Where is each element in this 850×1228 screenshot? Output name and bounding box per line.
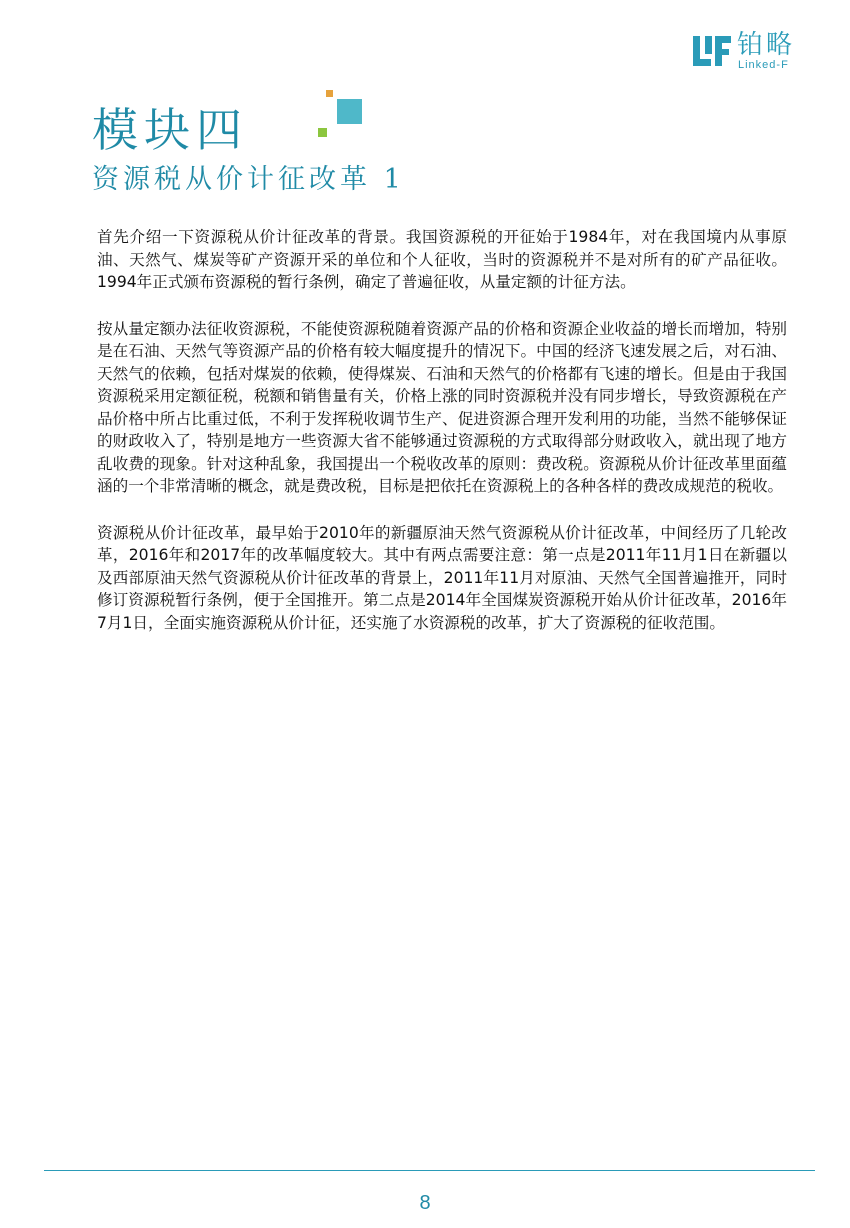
linked-f-logo-icon <box>693 32 731 70</box>
brand-logo <box>693 30 813 75</box>
module-subtitle: 资源税从价计征改革 1 <box>92 164 405 195</box>
module-title: 模块四 <box>92 103 248 157</box>
page-number: 8 <box>419 1192 431 1214</box>
decorative-squares-icon <box>316 90 364 144</box>
logo-subtext: Linked-F <box>738 59 789 71</box>
body-content <box>97 226 787 658</box>
paragraph: 资源税从价计征改革，最早始于2010年的新疆原油天然气资源税从价计征改革，中间经历了几轮改革，2016年和2017年的改革幅度较大。其中有两点需要注意：第一点是2011年11月1日在新疆以及西部原油天然气资源税从价计征改革的背景上，2011年11月对原油、天然气全国普遍推开，同时修订资源税暂行条例，便于全国推开。第二点是2014年全国煤炭资源税开始从价计征改革，2016年7月1日，全面实施资源税从价计征，还实施了水资源税的改革，扩大了资源税的征收范围。 <box>97 523 787 632</box>
paragraph: 首先介绍一下资源税从价计征改革的背景。我国资源税的开征始于1984年，对在我国境内从事原油、天然气、煤炭等矿产资源开采的单位和个人征收，当时的资源税并不是对所有的矿产品征收。1994年正式颁布资源税的暂行条例，确定了普遍征收，从量定额的计征方法。 <box>97 228 787 291</box>
paragraph: 按从量定额办法征收资源税，不能使资源税随着资源产品的价格和资源企业收益的增长而增加，特别是在石油、天然气等资源产品的价格有较大幅度提升的情况下。中国的经济飞速发展之后，对石油、天然气的依赖，包括对煤炭的依赖，使得煤炭、石油和天然气的价格都有飞速的增长。但是由于我国资源税采用定额征税，税额和销售量有关，价格上涨的同时资源税并没有同步增长，导致资源税在产品价格中所占比重过低，不利于发挥税收调节生产、促进资源合理开发利用的功能，当然不能够保证的财政收入了，特别是地方一些资源大省不能够通过资源税的方式取得部分财政收入，就出现了地方乱收费的现象。针对这种乱象，我国提出一个税收改革的原则：费改税。资源税从价计征改革里面蕴涵的一个非常清晰的概念，就是费改税，目标是把依托在资源税上的各种各样的费改成规范的税收。 <box>97 319 787 495</box>
logo-text: 铂略 <box>737 30 796 60</box>
footer-divider <box>44 1170 815 1171</box>
